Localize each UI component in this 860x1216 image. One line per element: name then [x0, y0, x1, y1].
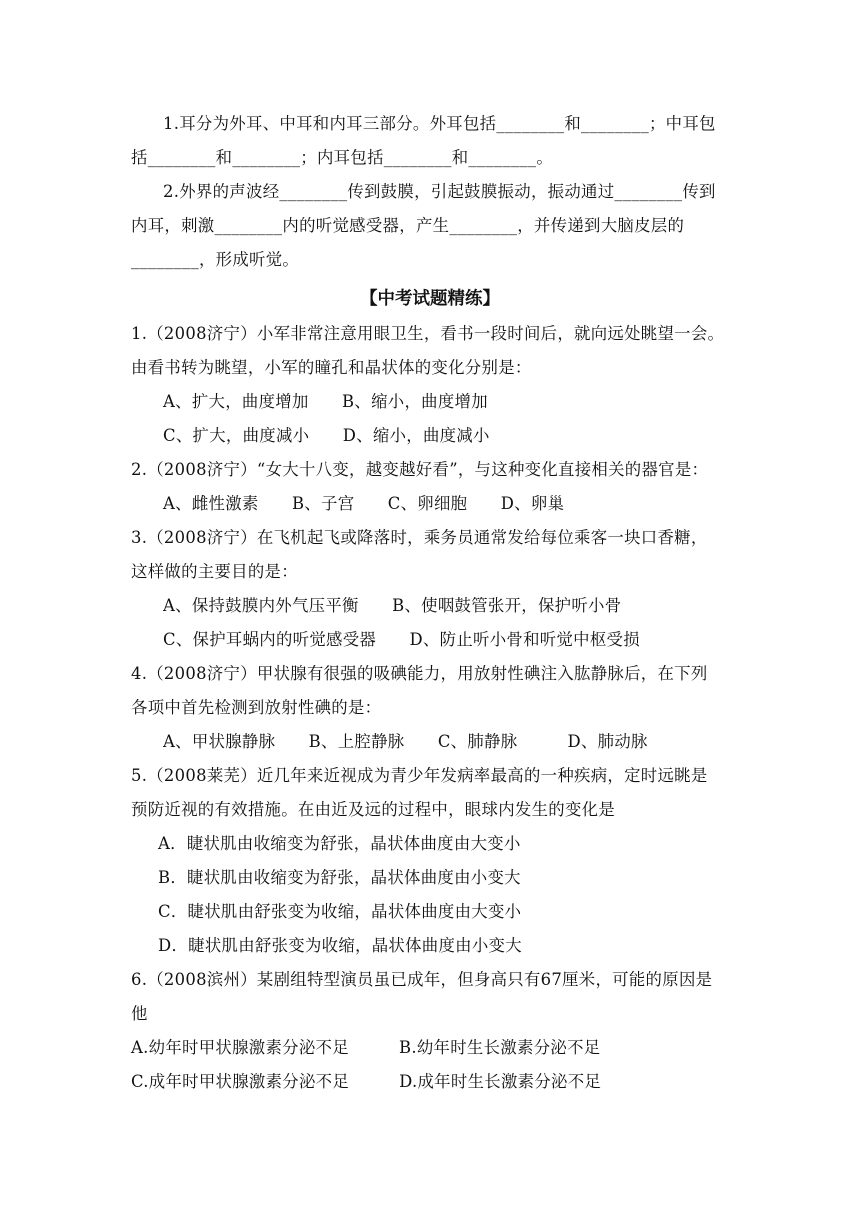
fill-in-line: 2.外界的声波经________传到鼓膜，引起鼓膜振动，振动通过________传到: [163, 182, 716, 201]
question-line: 5.（2008莱芜）近几年来近视成为青少年发病率最高的一种疾病，定时远眺是: [131, 766, 708, 785]
question-line: 6.（2008滨州）某剧组特型演员虽已成年，但身高只有67厘米，可能的原因是: [131, 970, 713, 989]
option-line: A、保持鼓膜内外气压平衡 B、使咽鼓管张开，保护听小骨: [163, 596, 622, 615]
fill-in-line: ________，形成听觉。: [131, 250, 300, 269]
question-line: 由看书转为眺望，小军的瞳孔和晶状体的变化分别是：: [131, 358, 532, 377]
question-line: 他: [131, 1004, 148, 1023]
option-line: C、扩大，曲度减小 D、缩小，曲度减小: [163, 426, 490, 445]
section-title: 【中考试题精练】: [360, 289, 500, 309]
option-line: B．睫状肌由收缩变为舒张，晶状体曲度由小变大: [158, 868, 521, 887]
question-line: 各项中首先检测到放射性碘的是：: [131, 698, 382, 717]
option-line: A、扩大，曲度增加 B、缩小，曲度增加: [163, 392, 488, 411]
option-line: C、保护耳蜗内的听觉感受器 D、防止听小骨和听觉中枢受损: [163, 630, 640, 649]
fill-in-line: 括________和________；内耳包括________和________。: [131, 148, 554, 167]
option-line: A、雌性激素 B、子宫 C、卵细胞 D、卵巢: [163, 494, 565, 513]
option-line: D．睫状肌由舒张变为收缩，晶状体曲度由小变大: [158, 936, 522, 955]
fill-in-line: 内耳，刺激________内的听觉感受器，产生________，并传递到大脑皮层的: [131, 216, 685, 235]
question-line: 1.（2008济宁）小军非常注意用眼卫生，看书一段时间后，就向远处眺望一会。: [131, 324, 725, 343]
question-line: 2.（2008济宁）“女大十八变，越变越好看”，与这种变化直接相关的器官是：: [131, 460, 709, 479]
option-line: C.成年时甲状腺激素分泌不足 D.成年时生长激素分泌不足: [131, 1072, 602, 1091]
question-line: 预防近视的有效措施。在由近及远的过程中，眼球内发生的变化是: [131, 800, 616, 819]
fill-in-line: 1.耳分为外耳、中耳和内耳三部分。外耳包括________和________；中耳包: [163, 114, 716, 133]
question-line: 3.（2008济宁）在飞机起飞或降落时，乘务员通常发给每位乘客一块口香糖，: [131, 528, 708, 547]
option-line: A.幼年时甲状腺激素分泌不足 B.幼年时生长激素分泌不足: [131, 1038, 601, 1057]
question-line: 这样做的主要目的是：: [131, 562, 298, 581]
option-line: A、甲状腺静脉 B、上腔静脉 C、肺静脉 D、肺动脉: [163, 732, 648, 751]
question-line: 4.（2008济宁）甲状腺有很强的吸碘能力，用放射性碘注入肱静脉后，在下列: [131, 664, 708, 683]
option-line: A．睫状肌由收缩变为舒张，晶状体曲度由大变小: [158, 834, 521, 853]
option-line: C．睫状肌由舒张变为收缩，晶状体曲度由大变小: [158, 902, 522, 921]
